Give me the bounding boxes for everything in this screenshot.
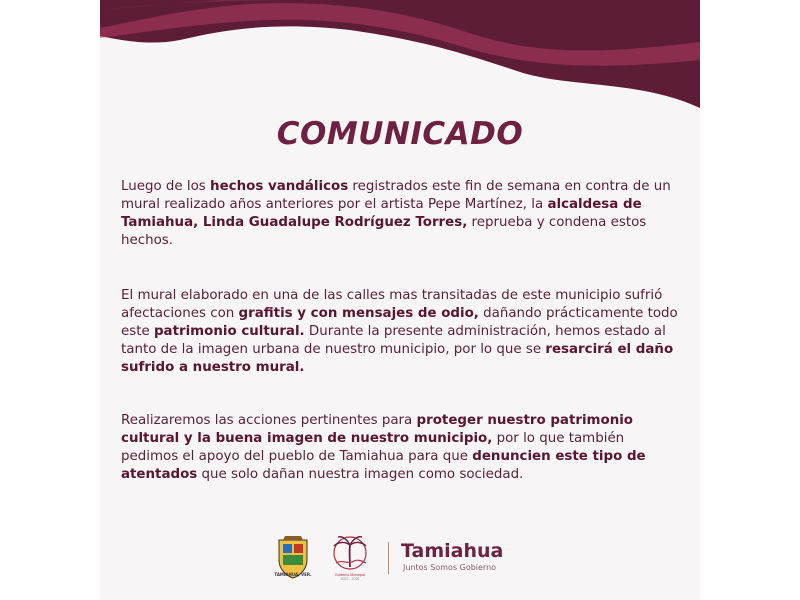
brand-slogan: Juntos Somos Gobierno xyxy=(403,563,497,572)
palm-logo-caption: Gobierno Municipal xyxy=(334,573,366,577)
body-text: Realizaremos las acciones pertinentes para xyxy=(121,413,417,428)
paragraph-mural-damage xyxy=(121,287,681,377)
page-title: COMUNICADO xyxy=(276,116,524,152)
highlighted-text: alcaldesa de Tamiahua, Linda Guadalupe Rodríguez Torres, xyxy=(121,197,642,230)
body-text: por lo que también pedimos el apoyo del pueblo de Tamiahua para que xyxy=(121,431,625,464)
body-text: reprueba y condena estos hechos. xyxy=(121,215,647,248)
body-text: dañando prácticamente todo este xyxy=(121,306,678,339)
body-text: registrados este fin de semana en contra de un mural realizado años anteriores por el artista Pepe Martínez, la xyxy=(121,179,671,212)
palm-logo-years: 2022 - 2025 xyxy=(340,577,360,581)
highlighted-text: proteger nuestro patrimonio cultural y la buena imagen de nuestro municipio, xyxy=(121,413,634,446)
paragraph-intro xyxy=(121,178,681,250)
communique-poster xyxy=(100,0,700,600)
footer-divider xyxy=(388,542,389,574)
highlighted-text: resarcirá el daño sufrido a nuestro mural. xyxy=(121,342,674,375)
palm-tree-logo-icon xyxy=(328,533,372,573)
brand-name: Tamiahua xyxy=(401,540,504,562)
highlighted-text: patrimonio cultural. xyxy=(153,324,305,339)
highlighted-text: denuncien este tipo de atentados xyxy=(121,449,646,482)
highlighted-text: grafitis y con mensajes de odio, xyxy=(238,306,479,321)
body-text: Luego de los xyxy=(121,179,211,194)
footer-logos xyxy=(270,530,570,585)
decorative-header-waves xyxy=(100,0,700,110)
highlighted-text: hechos vandálicos xyxy=(210,179,349,194)
shield-caption: TAMIAHUA, VER. xyxy=(274,572,312,577)
body-text: que solo dañan nuestra imagen como sociedad. xyxy=(197,467,524,482)
body-text: Durante la presente administración, hemos estado al tanto de la imagen urbana de nuestro municipio, por lo que se xyxy=(121,324,666,357)
body-text: El mural elaborado en una de las calles mas transitadas de este municipio sufrió afectaciones con xyxy=(121,288,663,321)
paragraph-actions xyxy=(121,412,681,484)
